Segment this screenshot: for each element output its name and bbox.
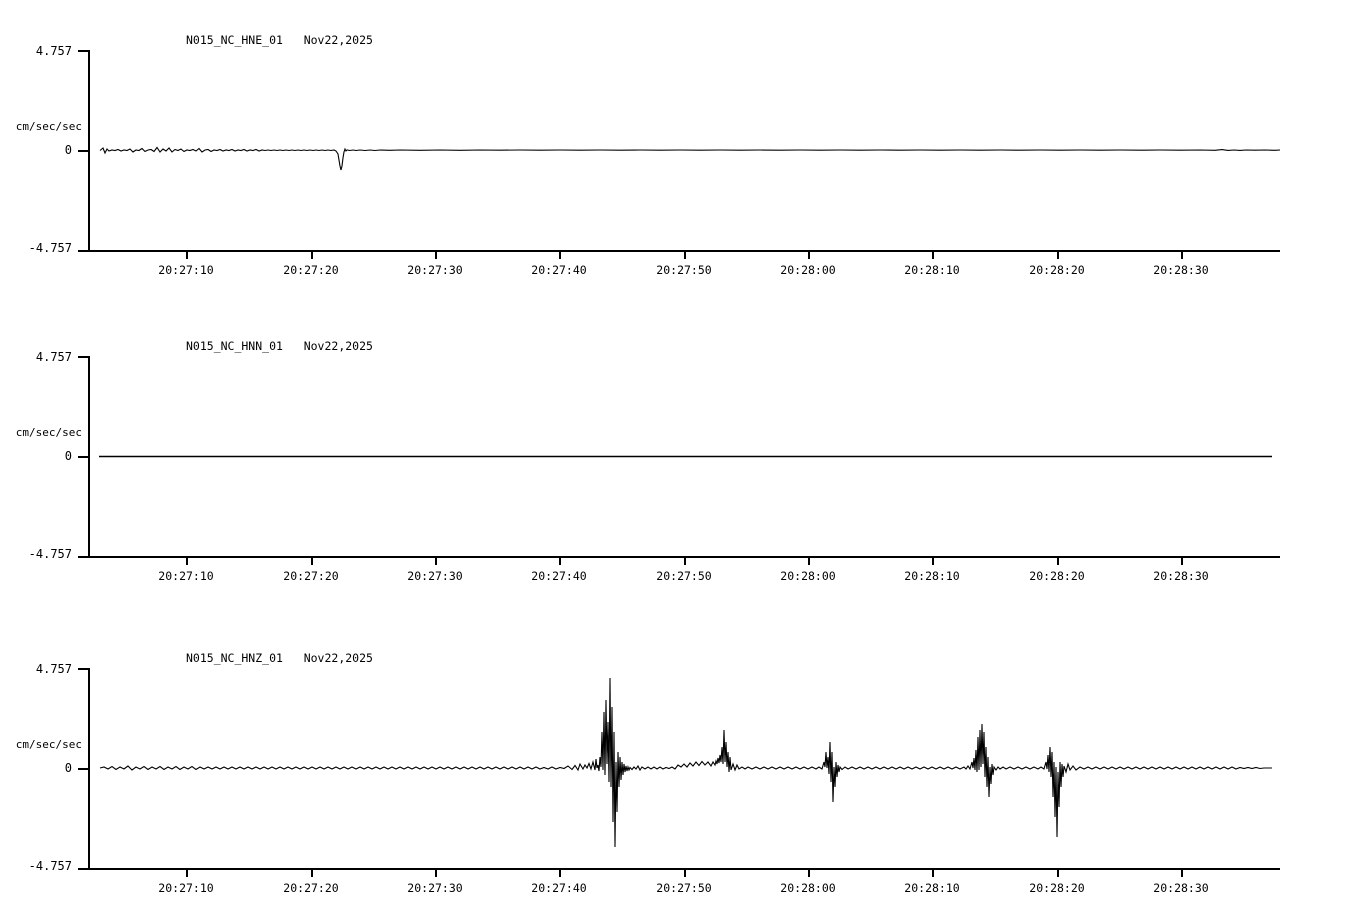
- x-tick-0-hne: [186, 252, 188, 259]
- x-tick-label-6-hnz: 20:28:10: [904, 881, 960, 895]
- x-tick-label-8-hnz: 20:28:30: [1153, 881, 1209, 895]
- y-units-label-hne: cm/sec/sec: [15, 120, 82, 133]
- trace-hnz: [0, 612, 1358, 924]
- y-zero-label-hnn: 0: [64, 449, 72, 463]
- x-tick-label-1-hnz: 20:27:20: [283, 881, 339, 895]
- x-tick-3-hnn: [559, 558, 561, 565]
- x-tick-label-3-hnz: 20:27:40: [531, 881, 587, 895]
- x-tick-label-3-hne: 20:27:40: [531, 263, 587, 277]
- x-tick-label-4-hnz: 20:27:50: [656, 881, 712, 895]
- y-zero-label-hnz: 0: [64, 761, 72, 775]
- x-tick-2-hnn: [435, 558, 437, 565]
- panel-title-hnn: N015_NC_HNN_01 Nov22,2025: [186, 339, 373, 353]
- x-tick-label-7-hne: 20:28:20: [1029, 263, 1085, 277]
- x-tick-label-6-hne: 20:28:10: [904, 263, 960, 277]
- x-tick-label-0-hnz: 20:27:10: [158, 881, 214, 895]
- x-tick-8-hnz: [1181, 870, 1183, 877]
- panel-title-hnz: N015_NC_HNZ_01 Nov22,2025: [186, 651, 373, 665]
- x-tick-label-7-hnn: 20:28:20: [1029, 569, 1085, 583]
- y-min-label-hnn: -4.757: [28, 547, 72, 561]
- x-tick-2-hne: [435, 252, 437, 259]
- x-tick-label-5-hne: 20:28:00: [780, 263, 836, 277]
- x-tick-5-hnz: [808, 870, 810, 877]
- x-tick-0-hnn: [186, 558, 188, 565]
- x-tick-label-1-hne: 20:27:20: [283, 263, 339, 277]
- x-tick-5-hnn: [808, 558, 810, 565]
- y-min-label-hnz: -4.757: [28, 859, 72, 873]
- panel-hnn: [0, 306, 1358, 606]
- x-tick-label-8-hne: 20:28:30: [1153, 263, 1209, 277]
- x-tick-6-hnn: [932, 558, 934, 565]
- x-tick-label-5-hnn: 20:28:00: [780, 569, 836, 583]
- x-tick-8-hne: [1181, 252, 1183, 259]
- x-tick-2-hnz: [435, 870, 437, 877]
- x-tick-4-hnz: [684, 870, 686, 877]
- x-tick-label-3-hnn: 20:27:40: [531, 569, 587, 583]
- y-max-label-hne: 4.757: [35, 44, 72, 58]
- x-tick-7-hnn: [1057, 558, 1059, 565]
- trace-hne: [0, 0, 1358, 300]
- y-min-label-hne: -4.757: [28, 241, 72, 255]
- x-tick-0-hnz: [186, 870, 188, 877]
- x-tick-label-2-hnn: 20:27:30: [407, 569, 463, 583]
- panel-title-hne: N015_NC_HNE_01 Nov22,2025: [186, 33, 373, 47]
- x-tick-6-hne: [932, 252, 934, 259]
- trace-hnn: [0, 306, 1358, 606]
- y-max-label-hnn: 4.757: [35, 350, 72, 364]
- x-tick-4-hne: [684, 252, 686, 259]
- x-tick-1-hne: [311, 252, 313, 259]
- x-tick-label-4-hnn: 20:27:50: [656, 569, 712, 583]
- x-tick-3-hne: [559, 252, 561, 259]
- x-tick-7-hne: [1057, 252, 1059, 259]
- y-max-label-hnz: 4.757: [35, 662, 72, 676]
- x-tick-label-6-hnn: 20:28:10: [904, 569, 960, 583]
- x-tick-1-hnz: [311, 870, 313, 877]
- panel-hnz: [0, 612, 1358, 924]
- x-tick-label-1-hnn: 20:27:20: [283, 569, 339, 583]
- x-tick-label-5-hnz: 20:28:00: [780, 881, 836, 895]
- x-tick-label-4-hne: 20:27:50: [656, 263, 712, 277]
- x-tick-5-hne: [808, 252, 810, 259]
- x-tick-8-hnn: [1181, 558, 1183, 565]
- y-units-label-hnn: cm/sec/sec: [15, 426, 82, 439]
- x-tick-label-0-hne: 20:27:10: [158, 263, 214, 277]
- x-tick-label-0-hnn: 20:27:10: [158, 569, 214, 583]
- x-tick-label-2-hne: 20:27:30: [407, 263, 463, 277]
- x-tick-1-hnn: [311, 558, 313, 565]
- x-tick-3-hnz: [559, 870, 561, 877]
- x-tick-4-hnn: [684, 558, 686, 565]
- x-tick-6-hnz: [932, 870, 934, 877]
- panel-hne: [0, 0, 1358, 300]
- y-zero-label-hne: 0: [64, 143, 72, 157]
- y-units-label-hnz: cm/sec/sec: [15, 738, 82, 751]
- x-tick-label-8-hnn: 20:28:30: [1153, 569, 1209, 583]
- x-tick-label-7-hnz: 20:28:20: [1029, 881, 1085, 895]
- x-tick-7-hnz: [1057, 870, 1059, 877]
- x-tick-label-2-hnz: 20:27:30: [407, 881, 463, 895]
